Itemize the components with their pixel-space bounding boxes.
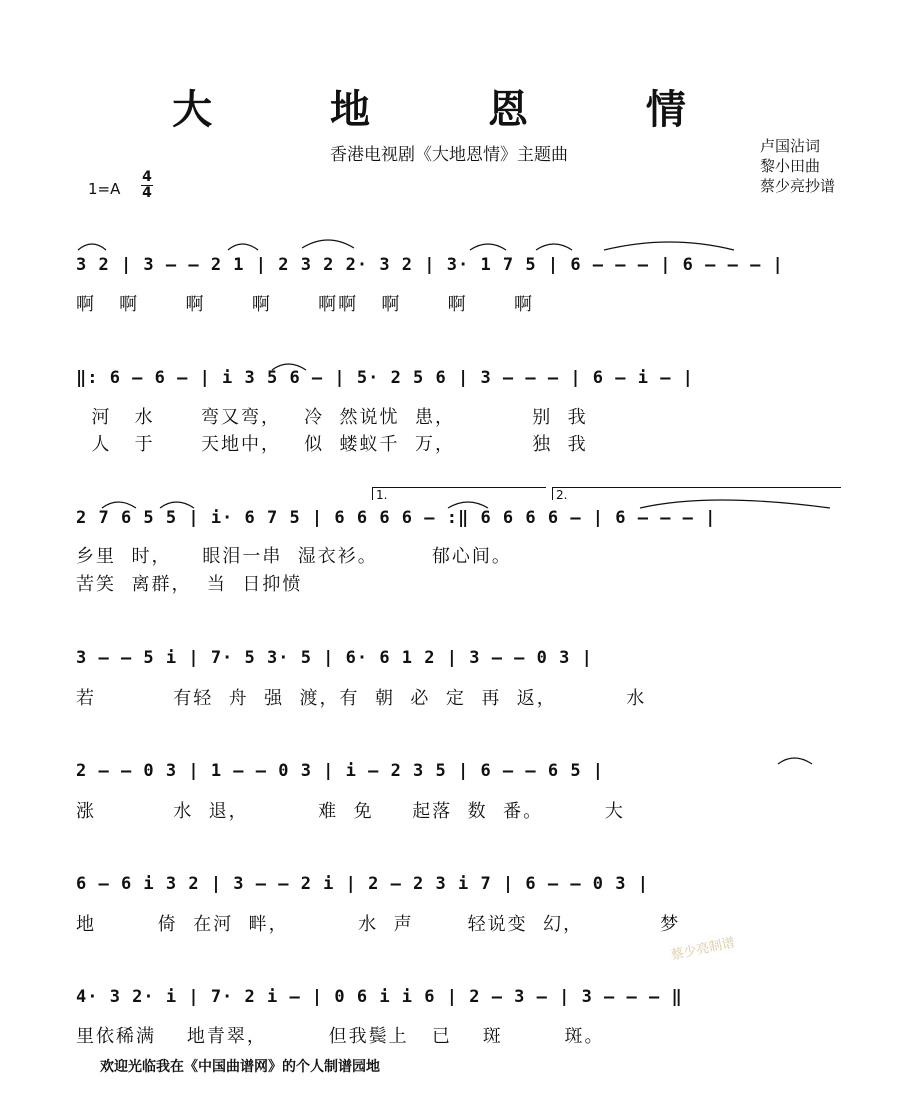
key-signature: 1=A [88,180,121,198]
composer-credit: 黎小田曲 [760,157,821,175]
transcriber-credit: 蔡少亮抄谱 [760,177,836,195]
time-signature-top: 4 [142,169,152,185]
song-title: 大 地 恩 情 [172,87,738,133]
notes-row-6: 6 — 6 i 3 2 | 3 — — 2 i | 2 — 2 3 i 7 | 6 — — 0 3 | [76,874,649,894]
notes-row-3: 2 7 6 5 5 | i· 6 7 5 | 6 6 6 6 — :‖ 6 6 6 6 — | 6 — — — | [76,508,717,528]
notes-row-7: 4· 3 2· i | 7· 2 i — | 0 6 i i 6 | 2 — 3 — | 3 — — — ‖ [76,987,683,1007]
time-signature [141,170,153,201]
subtitle: 香港电视剧《大地恩情》主题曲 [330,145,568,165]
lyrics-row-4: 若 有轻 舟 强 渡，有 朝 必 定 再 返， 水 [76,688,647,709]
lyrics-row-6: 地 倚 在河 畔， 水 声 轻说变 幻， 梦 [76,914,681,935]
lyrics-row-2-verse-2: 人 于 天地中， 似 蝼蚁千 万， 独 我 [76,434,588,455]
credits [760,136,835,196]
time-signature-bottom: 4 [142,185,152,201]
lyrics-row-1: 啊 啊 啊 啊 啊啊 啊 啊 啊 [76,294,534,315]
volta-second-ending: 2. [552,487,841,500]
lyrics-row-7: 里依稀满 地青翠， 但我鬓上 已 斑 斑。 [76,1026,605,1047]
notes-row-5: 2 — — 0 3 | 1 — — 0 3 | i — 2 3 5 | 6 — — 6 5 | [76,761,605,781]
watermark: 蔡少亮制谱 [669,935,737,964]
lyrics-row-3-verse-2: 苦笑 离群， 当 日抑愤 [76,574,303,595]
notes-row-2: ‖: 6 — 6 — | i 3 5 6 — | 5· 2 5 6 | 3 — — — | 6 — i — | [76,368,694,388]
lyrics-row-5: 涨 水 退， 难 免 起落 数 番。 大 [76,801,625,822]
footer-text: 欢迎光临我在《中国曲谱网》的个人制谱园地 [100,1059,380,1075]
lyricist-credit: 卢国沾词 [760,137,821,155]
lyrics-row-2-verse-1: 河 水 弯又弯， 冷 然说忧 患， 别 我 [76,407,588,428]
lyrics-row-3-verse-1: 乡里 时， 眼泪一串 湿衣衫。 郁心间。 [76,546,512,567]
volta-first-ending: 1. [372,487,546,500]
notes-row-1: 3 2 | 3 — — 2 1 | 2 3 2 2· 3 2 | 3· 1 7 5 | 6 — — — | 6 — — — | [76,255,784,275]
notes-row-4: 3 — — 5 i | 7· 5 3· 5 | 6· 6 1 2 | 3 — — 0 3 | [76,648,593,668]
